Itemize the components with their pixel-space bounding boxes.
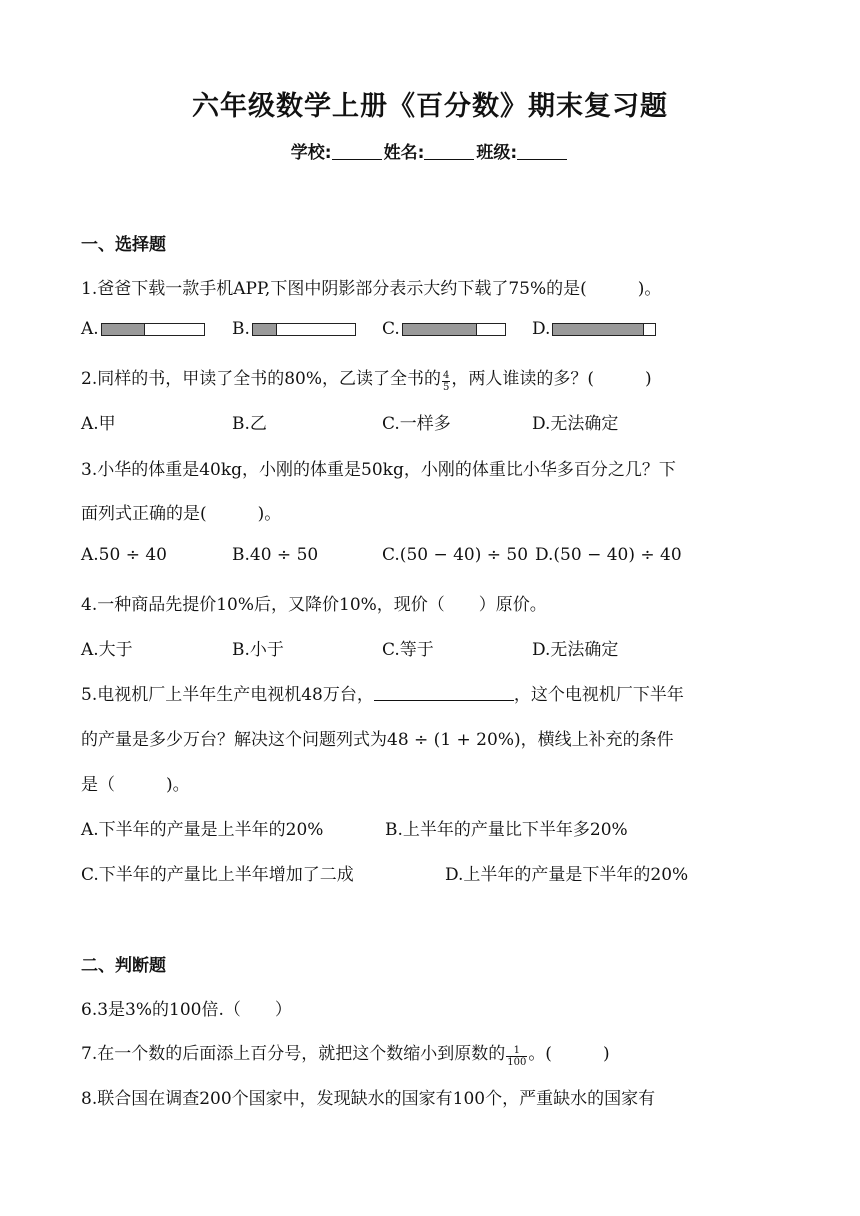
question-3-stem-line-2: 面列式正确的是( )。 (81, 504, 282, 524)
progress-bar-b (252, 323, 356, 336)
progress-bar-c (402, 323, 506, 336)
question-1-option-a[interactable] (81, 319, 205, 339)
stem-text: ，两人谁读的多？( ) (451, 369, 652, 389)
school-blank[interactable] (332, 141, 382, 160)
question-5-stem-line-2: 的产量是多少万台？解决这个问题列式为48 ÷ (1 + 20%)，横线上补充的条件 (81, 730, 674, 750)
question-7-stem (81, 1039, 610, 1068)
question-5-stem-line-1 (81, 680, 684, 705)
name-label: 姓名: (383, 143, 425, 163)
stem-text: 2.同样的书，甲读了全书的80%，乙读了全书的 (81, 369, 442, 389)
question-2-option-a[interactable]: A.甲 (81, 414, 116, 434)
question-4-option-d[interactable]: D.无法确定 (532, 640, 619, 660)
fraction (506, 1045, 527, 1068)
class-label: 班级: (476, 143, 518, 163)
question-4-option-b[interactable]: B.小于 (232, 640, 284, 660)
question-2-option-b[interactable]: B.乙 (232, 414, 267, 434)
student-info-line (0, 138, 860, 163)
fill-in-blank[interactable] (374, 684, 514, 701)
bar-shade (553, 324, 644, 335)
question-5-option-d[interactable]: D.上半年的产量是下半年的20% (445, 865, 689, 885)
option-label: A. (81, 319, 99, 339)
page-title: 六年级数学上册《百分数》期末复习题 (192, 91, 668, 122)
question-3-option-b[interactable]: B.40 ÷ 50 (232, 545, 319, 565)
option-label: C. (382, 319, 400, 339)
bar-shade (403, 324, 477, 335)
question-4-option-a[interactable]: A.大于 (81, 640, 133, 660)
question-1-option-b[interactable] (232, 319, 356, 339)
section-judgement-heading: 二、判断题 (81, 956, 166, 976)
stem-text: 7.在一个数的后面添上百分号，就把这个数缩小到原数的 (81, 1044, 506, 1064)
stem-text: 。( ) (528, 1044, 610, 1064)
question-6-stem: 6.3是3%的100倍.（ ） (81, 1000, 292, 1020)
question-3-option-c[interactable]: C.(50 − 40) ÷ 50 (382, 545, 529, 565)
question-5-option-a[interactable]: A.下半年的产量是上半年的20% (81, 820, 324, 840)
school-label: 学校: (290, 143, 332, 163)
stem-text: 5.电视机厂上半年生产电视机48万台， (81, 685, 374, 705)
question-5-stem-line-3: 是（ )。 (81, 775, 190, 795)
question-1-option-c[interactable] (382, 319, 506, 339)
question-5-option-c[interactable]: C.下半年的产量比上半年增加了二成 (81, 865, 354, 885)
section-choice-heading: 一、选择题 (81, 235, 166, 255)
question-2-option-d[interactable]: D.无法确定 (532, 414, 619, 434)
question-2-stem (81, 364, 652, 393)
class-blank[interactable] (517, 141, 567, 160)
fraction-numerator: 1 (506, 1045, 527, 1057)
stem-text: ，这个电视机厂下半年 (513, 685, 684, 705)
name-blank[interactable] (424, 141, 474, 160)
progress-bar-d (552, 323, 656, 336)
option-label: D. (532, 319, 551, 339)
bar-shade (253, 324, 277, 335)
question-1-option-d[interactable] (532, 319, 656, 339)
question-2-option-c[interactable]: C.一样多 (382, 414, 451, 434)
fraction-numerator: 4 (443, 370, 450, 381)
question-3-option-a[interactable]: A.50 ÷ 40 (81, 545, 167, 565)
fraction-denominator: 100 (507, 1057, 527, 1068)
bar-shade (102, 324, 145, 335)
progress-bar-a (101, 323, 205, 336)
question-5-option-b[interactable]: B.上半年的产量比下半年多20% (385, 820, 628, 840)
question-8-stem: 8.联合国在调查200个国家中，发现缺水的国家有100个，严重缺水的国家有 (81, 1089, 656, 1109)
question-4-option-c[interactable]: C.等于 (382, 640, 434, 660)
option-label: B. (232, 319, 250, 339)
question-1-stem: 1.爸爸下载一款手机APP,下图中阴影部分表示大约下载了75%的是( )。 (81, 279, 662, 299)
fraction-denominator: 5 (443, 382, 450, 393)
question-4-stem: 4.一种商品先提价10%后，又降价10%，现价（ ）原价。 (81, 595, 547, 615)
question-3-stem-line-1: 3.小华的体重是40kg，小刚的体重是50kg，小刚的体重比小华多百分之几？下 (81, 460, 676, 480)
question-3-option-d[interactable]: D.(50 − 40) ÷ 40 (535, 545, 682, 565)
fraction (442, 370, 450, 393)
